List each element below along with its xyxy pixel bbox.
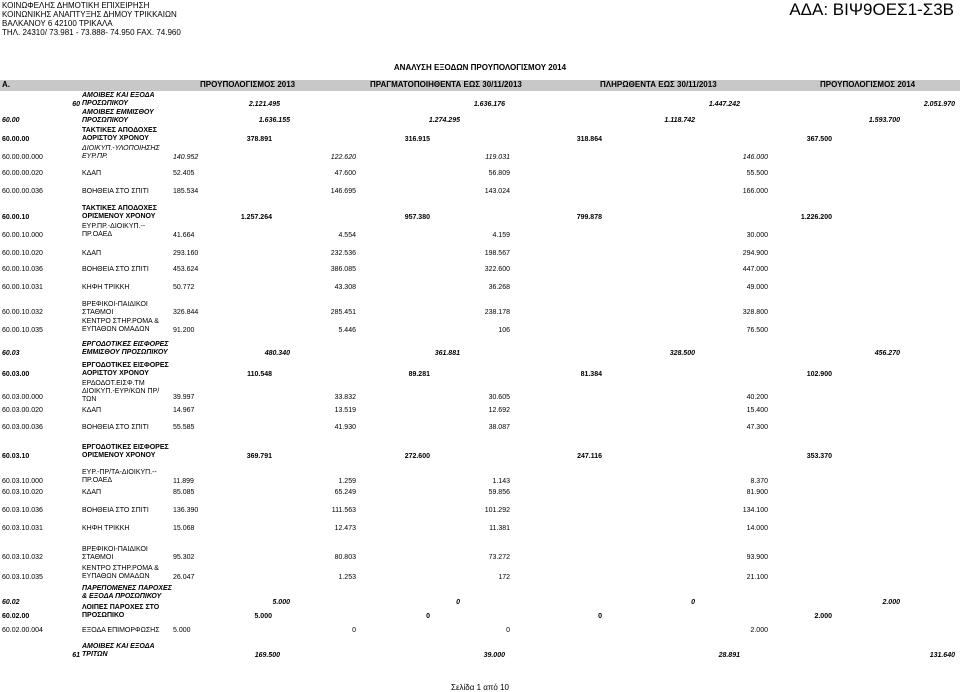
org-line-1: ΚΟΙΝΩΦΕΛΗΣ ΔΗΜΟΤΙΚΗ ΕΠΙΧΕΙΡΗΣΗ: [2, 1, 150, 10]
row-description: ΕΡΓΟΔΟΤΙΚΕΣ ΕΙΣΦΟΡΕΣ ΕΜΜΙΣΘΟΥ ΠΡΟΣΩΠΙΚΟΥ: [82, 341, 169, 356]
row-description: ΕΡΓΟΔΟΤΙΚΕΣ ΕΙΣΦΟΡΕΣ ΟΡΙΣΜΕΝΟΥ ΧΡΟΝΟΥ: [82, 444, 169, 459]
row-value: 172: [498, 574, 510, 581]
row-description: ΚΔΑΠ: [82, 407, 102, 414]
row-value: 247.116: [577, 453, 602, 460]
org-line-2: ΚΟΙΝΩΝΙΚΗΣ ΑΝΑΠΤΥΞΗΣ ΔΗΜΟΥ ΤΡΙΚΚΑΙΩΝ: [2, 10, 177, 19]
row-description: ΤΑΚΤΙΚΕΣ ΑΠΟΔΟΧΕΣ ΟΡΙΣΜΕΝΟΥ ΧΡΟΝΟΥ: [82, 205, 157, 220]
row-value: 238.178: [484, 309, 510, 316]
row-value: 28.891: [718, 652, 740, 659]
row-value: 101.292: [484, 507, 510, 514]
row-value: 49.000: [746, 284, 768, 291]
page-footer: Σελίδα 1 από 10: [451, 683, 509, 692]
row-code: 60.02: [2, 599, 20, 606]
row-description: ΕΡΔΟΔΟΤ.ΕΙΣΦ.ΤΜ ΔΙΟΙΚΥΠ.-ΕΥΡ/ΚΩΝ ΠΡ/ΤΩΝ: [82, 380, 160, 403]
row-value: 26.047: [173, 574, 195, 581]
row-value: 102.900: [806, 371, 832, 378]
col-realized: ΠΡΑΓΜΑΤΟΠΟΙΗΘΕΝΤΑ ΕΩΣ 30/11/2013: [370, 80, 522, 89]
row-value: 56.809: [488, 170, 510, 177]
row-code: 60.02.00.004: [2, 627, 43, 634]
row-value: 4.159: [492, 232, 510, 239]
row-code: 60.03.00.036: [2, 424, 43, 431]
row-value: 8.370: [750, 478, 768, 485]
row-description: ΛΟΙΠΕΣ ΠΑΡΟΧΕΣ ΣΤΟ ΠΡΟΣΩΠΙΚΟ: [82, 604, 160, 619]
col-a: Α.: [2, 80, 10, 89]
row-code: 60: [72, 101, 80, 108]
row-value: 2.000: [814, 613, 832, 620]
row-value: 456.270: [874, 350, 900, 357]
row-description: ΕΡΓΟΔΟΤΙΚΕΣ ΕΙΣΦΟΡΕΣ ΑΟΡΙΣΤΟΥ ΧΡΟΝΟΥ: [82, 362, 169, 377]
row-value: 30.605: [488, 394, 510, 401]
row-value: 47.300: [746, 424, 768, 431]
row-value: 80.803: [334, 554, 356, 561]
row-value: 55.500: [746, 170, 768, 177]
row-value: 1.447.242: [708, 101, 740, 108]
row-code: 60.00.10.036: [2, 266, 43, 273]
row-value: 799.878: [576, 214, 602, 221]
row-value: 52.405: [173, 170, 195, 177]
row-description: ΒΟΗΘΕΙΑ ΣΤΟ ΣΠΙΤΙ: [82, 266, 149, 273]
row-code: 60.00.10.035: [2, 327, 43, 334]
row-value: 198.567: [484, 250, 510, 257]
row-value: 316.915: [404, 136, 430, 143]
row-value: 322.600: [484, 266, 510, 273]
row-code: 60.00.10.032: [2, 309, 43, 316]
org-line-4: ΤΗΛ. 24310/ 73.981 - 73.888- 74.950 FAX. 74.960: [2, 28, 181, 37]
row-value: 146.000: [742, 154, 768, 161]
row-value: 1.143: [492, 478, 510, 485]
row-value: 11.381: [489, 525, 510, 532]
row-description: ΑΜΟΙΒΕΣ ΚΑΙ ΕΞΟΔΑ ΤΡΙΤΩΝ: [82, 643, 155, 658]
row-value: 39.000: [483, 652, 505, 659]
col-paid: ΠΛΗΡΩΘΕΝΤΑ ΕΩΣ 30/11/2013: [600, 80, 717, 89]
row-description: ΚΕΝΤΡΟ ΣΤΗΡ.ΡΟΜΑ & ΕΥΠΑΘΩΝ ΟΜΑΔΩΝ: [82, 565, 159, 580]
row-value: 0: [506, 627, 510, 634]
row-value: 294.900: [742, 250, 768, 257]
row-value: 146.695: [330, 188, 356, 195]
row-value: 55.585: [173, 424, 195, 431]
row-description: ΒΡΕΦΙΚΟΙ-ΠΑΙΔΙΚΟΙ ΣΤΑΘΜΟΙ: [82, 546, 148, 561]
row-value: 1.257.264: [240, 214, 272, 221]
row-code: 60.03: [2, 350, 20, 357]
row-value: 0: [426, 613, 430, 620]
row-code: 60.00.00.000: [2, 154, 43, 161]
row-code: 60.03.10.035: [2, 574, 43, 581]
row-value: 0: [691, 599, 695, 606]
row-value: 65.249: [334, 489, 356, 496]
row-description: ΕΥΡ.-ΠΡ/ΤΑ-ΔΙΟΙΚΥΠ.-- ΠΡ.ΟΑΕΔ: [82, 469, 157, 484]
row-value: 15.068: [173, 525, 195, 532]
row-value: 1.274.295: [428, 117, 460, 124]
row-value: 1.118.742: [664, 117, 695, 124]
row-value: 285.451: [330, 309, 356, 316]
row-value: 21.100: [746, 574, 768, 581]
row-value: 232.536: [330, 250, 356, 257]
row-value: 957.380: [404, 214, 430, 221]
row-value: 91.200: [173, 327, 195, 334]
row-description: ΒΟΗΘΕΙΑ ΣΤΟ ΣΠΙΤΙ: [82, 188, 149, 195]
row-code: 60.00: [2, 117, 20, 124]
row-value: 378.891: [246, 136, 272, 143]
row-value: 111.563: [331, 507, 356, 514]
row-value: 5.000: [173, 627, 191, 634]
row-description: ΒΟΗΘΕΙΑ ΣΤΟ ΣΠΙΤΙ: [82, 507, 149, 514]
row-value: 169.500: [254, 652, 280, 659]
row-description: ΑΜΟΙΒΕΣ ΕΜΜΙΣΘΟΥ ΠΡΟΣΩΠΙΚΟΥ: [82, 109, 154, 124]
row-code: 60.03.10.036: [2, 507, 43, 514]
row-value: 367.500: [806, 136, 832, 143]
row-value: 14.967: [173, 407, 195, 414]
row-code: 60.03.00.000: [2, 394, 43, 401]
row-value: 1.636.176: [473, 101, 505, 108]
row-code: 60.03.10: [2, 453, 30, 460]
row-code: 60.00.00.036: [2, 188, 43, 195]
row-value: 40.200: [746, 394, 768, 401]
row-value: 89.281: [408, 371, 430, 378]
row-value: 30.000: [746, 232, 768, 239]
row-value: 95.302: [173, 554, 195, 561]
row-value: 14.000: [746, 525, 768, 532]
col-budget-2014: ΠΡΟΥΠΟΛΟΓΙΣΜΟΣ 2014: [820, 80, 916, 89]
row-value: 185.534: [173, 188, 199, 195]
row-value: 122.620: [330, 154, 356, 161]
row-value: 11.899: [173, 478, 194, 485]
row-value: 369.791: [246, 453, 272, 460]
row-description: ΚΗΦΗ ΤΡΙΚΚΗ: [82, 525, 130, 532]
page-title: ΑΝΑΛΥΣΗ ΕΞΟΔΩΝ ΠΡΟΥΠΟΛΟΓΙΣΜΟΥ 2014: [393, 63, 567, 72]
ada-code: ΑΔΑ: ΒΙΨ9ΟΕΣ1-Σ3Β: [789, 0, 954, 19]
row-description: ΕΞΟΔΑ ΕΠΙΜΟΡΦΩΣΗΣ: [82, 627, 160, 634]
row-value: 0: [352, 627, 356, 634]
row-value: 59.856: [488, 489, 510, 496]
row-value: 328.500: [669, 350, 695, 357]
row-value: 2.000: [750, 627, 768, 634]
row-value: 453.624: [173, 266, 199, 273]
row-description: ΒΟΗΘΕΙΑ ΣΤΟ ΣΠΙΤΙ: [82, 424, 149, 431]
row-value: 2.121.495: [248, 101, 280, 108]
row-value: 13.519: [334, 407, 356, 414]
row-value: 15.400: [746, 407, 768, 414]
row-value: 5.000: [272, 599, 290, 606]
row-value: 318.864: [576, 136, 602, 143]
row-code: 60.03.00.020: [2, 407, 43, 414]
row-code: 60.00.00.020: [2, 170, 43, 177]
row-code: 60.03.10.031: [2, 525, 43, 532]
row-description: ΔΙΟΙΚΥΠ.-ΥΛΟΠΟΙΗΣΗΣ ΕΥΡ.ΠΡ.: [82, 145, 160, 160]
row-value: 166.000: [742, 188, 768, 195]
row-value: 136.390: [173, 507, 199, 514]
row-value: 36.268: [488, 284, 510, 291]
row-value: 47.600: [334, 170, 356, 177]
row-description: ΤΑΚΤΙΚΕΣ ΑΠΟΔΟΧΕΣ ΑΟΡΙΣΤΟΥ ΧΡΟΝΟΥ: [82, 127, 157, 142]
row-value: 131.640: [929, 652, 955, 659]
row-code: 60.02.00: [2, 613, 30, 620]
row-code: 60.00.10.000: [2, 232, 43, 239]
row-value: 134.100: [742, 507, 768, 514]
row-value: 272.600: [404, 453, 430, 460]
row-description: ΒΡΕΦΙΚΟΙ-ΠΑΙΔΙΚΟΙ ΣΤΑΘΜΟΙ: [82, 301, 148, 316]
row-description: ΑΜΟΙΒΕΣ ΚΑΙ ΕΞΟΔΑ ΠΡΟΣΩΠΙΚΟΥ: [82, 92, 155, 107]
row-value: 143.024: [484, 188, 510, 195]
row-value: 12.473: [334, 525, 356, 532]
row-value: 2.051.970: [923, 101, 955, 108]
row-value: 76.500: [746, 327, 768, 334]
row-description: ΕΥΡ.ΠΡ.-ΔΙΟΙΚΥΠ.-- ΠΡ.ΟΑΕΔ: [82, 223, 146, 238]
row-description: ΚΗΦΗ ΤΡΙΚΚΗ: [82, 284, 130, 291]
row-value: 0: [456, 599, 460, 606]
row-value: 39.997: [173, 394, 195, 401]
row-value: 326.844: [173, 309, 199, 316]
row-value: 5.446: [338, 327, 356, 334]
row-value: 1.593.700: [868, 117, 900, 124]
row-value: 50.772: [173, 284, 195, 291]
row-value: 328.800: [742, 309, 768, 316]
row-description: ΚΕΝΤΡΟ ΣΤΗΡ.ΡΟΜΑ & ΕΥΠΑΘΩΝ ΟΜΑΔΩΝ: [82, 318, 159, 333]
row-value: 110.548: [247, 371, 272, 378]
row-value: 5.000: [254, 613, 272, 620]
row-code: 60.00.10.020: [2, 250, 43, 257]
row-code: 60.00.00: [2, 136, 30, 143]
row-value: 85.085: [173, 489, 195, 496]
row-code: 60.00.10.031: [2, 284, 43, 291]
row-value: 353.370: [806, 453, 832, 460]
row-value: 12.692: [488, 407, 510, 414]
row-value: 480.340: [264, 350, 290, 357]
row-value: 1.226.200: [800, 214, 832, 221]
row-value: 93.900: [746, 554, 768, 561]
row-value: 106: [498, 327, 510, 334]
col-budget-2013: ΠΡΟΥΠΟΛΟΓΙΣΜΟΣ 2013: [200, 80, 296, 89]
row-value: 73.272: [488, 554, 510, 561]
row-value: 4.554: [338, 232, 356, 239]
row-value: 81.384: [580, 371, 602, 378]
row-value: 1.253: [338, 574, 356, 581]
row-value: 293.160: [173, 250, 199, 257]
row-description: ΚΔΑΠ: [82, 170, 102, 177]
row-description: ΠΑΡΕΠΟΜΕΝΕΣ ΠΑΡΟΧΕΣ & ΕΞΟΔΑ ΠΡΟΣΩΠΙΚΟΥ: [82, 585, 172, 600]
org-line-3: ΒΑΛΚΑΝΟΥ 6 42100 ΤΡΙΚΑΛΑ: [2, 19, 113, 28]
row-value: 43.308: [334, 284, 356, 291]
row-value: 41.930: [334, 424, 356, 431]
row-value: 1.259: [338, 478, 356, 485]
row-value: 0: [598, 613, 602, 620]
row-code: 60.03.10.032: [2, 554, 43, 561]
row-value: 386.085: [330, 266, 356, 273]
row-value: 1.636.155: [258, 117, 290, 124]
row-value: 119.031: [485, 154, 510, 161]
row-code: 60.00.10: [2, 214, 30, 221]
row-value: 361.881: [434, 350, 460, 357]
row-value: 2.000: [882, 599, 900, 606]
row-code: 61: [72, 652, 80, 659]
row-value: 41.664: [173, 232, 195, 239]
row-value: 38.087: [488, 424, 510, 431]
row-description: ΚΔΑΠ: [82, 489, 102, 496]
row-value: 140.952: [173, 154, 199, 161]
row-value: 81.900: [746, 489, 768, 496]
row-value: 447.000: [742, 266, 768, 273]
row-code: 60.03.00: [2, 371, 30, 378]
row-code: 60.03.10.000: [2, 478, 43, 485]
row-description: ΚΔΑΠ: [82, 250, 102, 257]
row-value: 33.832: [334, 394, 356, 401]
row-code: 60.03.10.020: [2, 489, 43, 496]
